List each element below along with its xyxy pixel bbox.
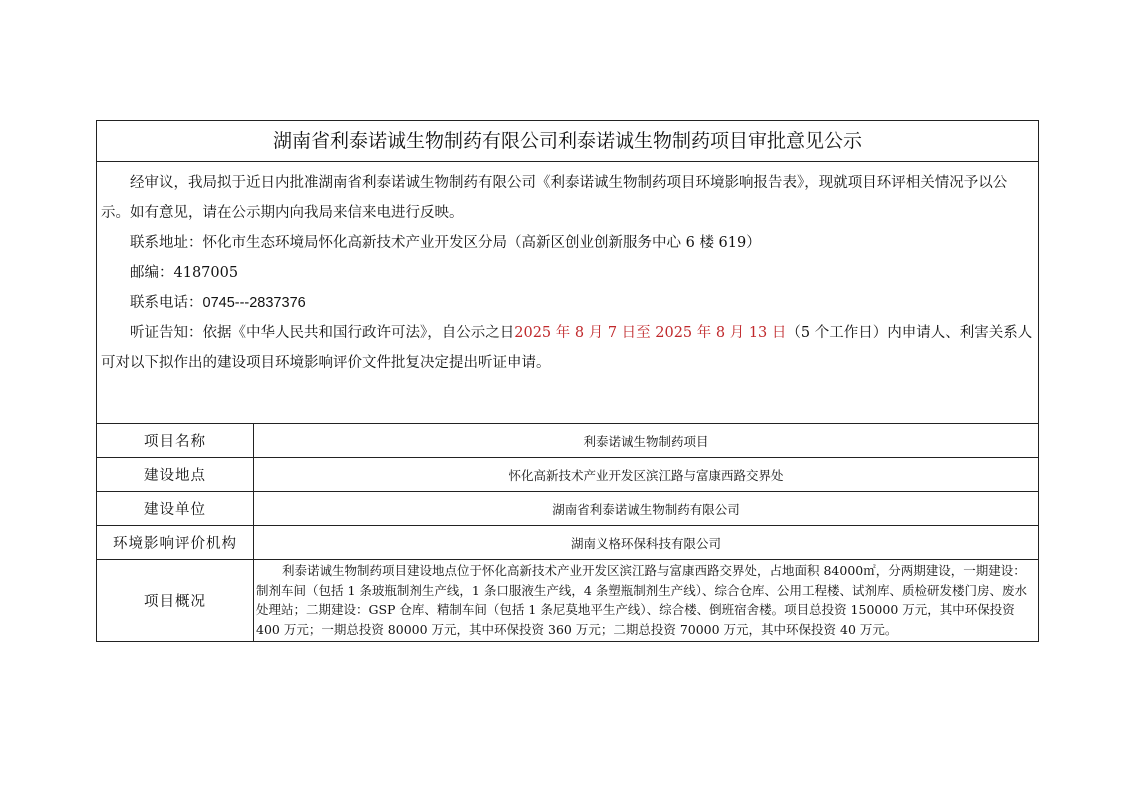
table-row	[97, 458, 1038, 492]
hearing-suffix: （5 个工作日）内申请人、利害关系人可对以下拟作出的建设项目环境影响评价文件批复决定提出听证申请。	[101, 325, 1033, 371]
announcement-sheet	[96, 120, 1039, 642]
project-info-table	[97, 424, 1038, 641]
hearing-prefix: 听证告知：依据《中华人民共和国行政许可法》，自公示之日	[130, 325, 515, 341]
contact-phone-label: 联系电话：	[130, 295, 203, 311]
row-value: 湖南义格环保科技有限公司	[254, 526, 1039, 560]
postcode-label: 邮编：	[130, 265, 174, 281]
table-row	[97, 560, 1038, 642]
row-label: 建设地点	[97, 458, 254, 492]
row-value: 怀化高新技术产业开发区滨江路与富康西路交界处	[254, 458, 1039, 492]
row-label: 项目名称	[97, 424, 254, 458]
contact-phone-value: 0745---2837376	[202, 295, 306, 311]
notice-text	[97, 162, 1038, 424]
table-row	[97, 424, 1038, 458]
row-label: 项目概况	[97, 560, 254, 642]
row-value: 湖南省利泰诺诚生物制药有限公司	[254, 492, 1039, 526]
row-label: 环境影响评价机构	[97, 526, 254, 560]
table-row	[97, 526, 1038, 560]
project-summary: 利泰诺诚生物制药项目建设地点位于怀化高新技术产业开发区滨江路与富康西路交界处，占地面积 84000㎡，分两期建设，一期建设：制剂车间（包括 1 条玻瓶制剂生产线，1 条口服液生产线，4 条塑瓶制剂生产线）、综合仓库、公用工程楼、试剂库、质检研发楼门房、废水处理站；二期建设：GSP 仓库、精制车间（包括 1 条尼莫地平生产线）、综合楼、倒班宿舍楼。项目总投资 150000 万元，其中环保投资 400 万元；一期总投资 80000 万元，其中环保投资 360 万元；二期总投资 70000 万元，其中环保投资 40 万元。	[254, 560, 1039, 642]
contact-phone	[101, 288, 1034, 318]
page-title: 湖南省利泰诺诚生物制药有限公司利泰诺诚生物制药项目审批意见公示	[97, 121, 1038, 162]
contact-address	[101, 228, 1034, 258]
notice-intro: 经审议，我局拟于近日内批准湖南省利泰诺诚生物制药有限公司《利泰诺诚生物制药项目环境影响报告表》，现就项目环评相关情况予以公示。如有意见，请在公示期内向我局来信来电进行反映。	[101, 175, 1008, 221]
hearing-period: 2025 年 8 月 7 日至 2025 年 8 月 13 日	[514, 325, 787, 341]
hearing-notice	[101, 318, 1034, 378]
contact-address-label: 联系地址：	[130, 235, 203, 251]
postcode-value: 4187005	[173, 265, 239, 281]
postcode	[101, 258, 1034, 288]
table-row	[97, 492, 1038, 526]
row-value: 利泰诺诚生物制药项目	[583, 433, 709, 449]
contact-address-value: 怀化市生态环境局怀化高新技术产业开发区分局（高新区创业创新服务中心 6 楼 619）	[202, 235, 761, 251]
row-label: 建设单位	[97, 492, 254, 526]
